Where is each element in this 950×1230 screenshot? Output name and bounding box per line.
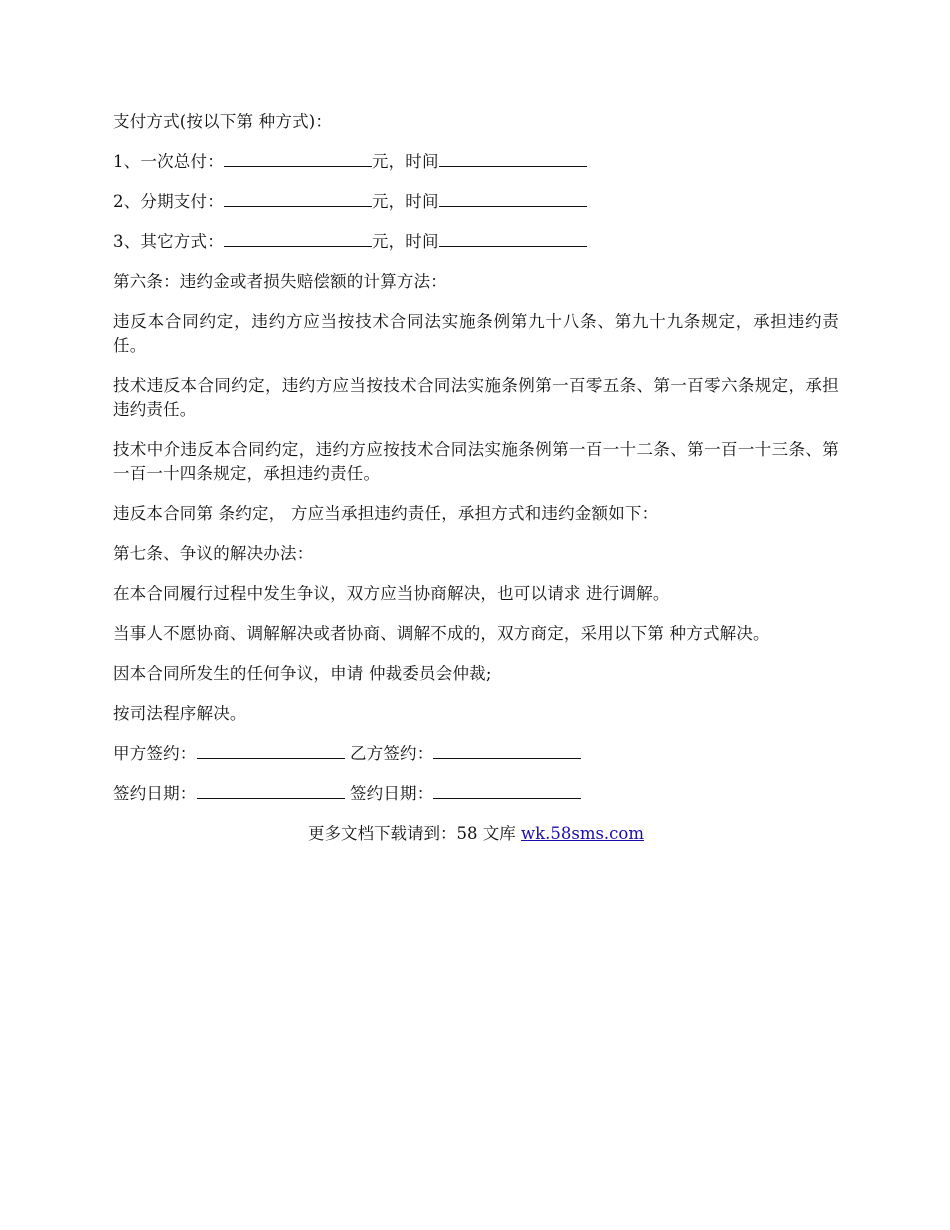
payment-row-unit: 元，时间 bbox=[371, 192, 439, 211]
article6-paragraph-2: 技术违反本合同约定，违约方应当按技术合同法实施条例第一百零五条、第一百零六条规定，承担违约责任。 bbox=[113, 376, 839, 419]
payment-heading: 支付方式(按以下第 种方式)： bbox=[113, 112, 333, 131]
footer bbox=[113, 822, 839, 846]
article7-paragraph-3: 因本合同所发生的任何争议，申请 仲裁委员会仲裁; bbox=[113, 664, 492, 683]
time-blank bbox=[439, 230, 587, 247]
payment-row-2 bbox=[113, 190, 839, 214]
article7-paragraph-1: 在本合同履行过程中发生争议，双方应当协商解决，也可以请求 进行调解。 bbox=[113, 584, 670, 603]
article6-paragraph-1: 违反本合同约定，违约方应当按技术合同法实施条例第九十八条、第九十九条规定，承担违约责任。 bbox=[113, 312, 839, 355]
footer-text: 更多文档下载请到：58 文库 bbox=[307, 824, 521, 843]
payment-row-label: 1、一次总付： bbox=[113, 152, 224, 171]
article7-paragraph-2: 当事人不愿协商、调解解决或者协商、调解不成的，双方商定，采用以下第 种方式解决。 bbox=[113, 624, 770, 643]
article6-heading: 第六条：违约金或者损失赔偿额的计算方法： bbox=[113, 272, 447, 291]
date-b-blank bbox=[433, 782, 581, 799]
date-b-label: 签约日期： bbox=[349, 784, 434, 803]
amount-blank bbox=[224, 190, 372, 207]
party-b-sign-label: 乙方签约： bbox=[349, 744, 434, 763]
footer-link[interactable]: wk.58sms.com bbox=[520, 824, 644, 843]
article7-heading: 第七条、争议的解决办法： bbox=[113, 544, 314, 563]
time-blank bbox=[439, 190, 587, 207]
amount-blank bbox=[224, 150, 372, 167]
signature-row bbox=[113, 742, 839, 766]
party-b-sign-blank bbox=[433, 742, 581, 759]
amount-blank bbox=[224, 230, 372, 247]
date-row bbox=[113, 782, 839, 806]
article7-paragraph-4: 按司法程序解决。 bbox=[113, 704, 247, 723]
party-a-sign-label: 甲方签约： bbox=[113, 744, 197, 763]
payment-row-label: 3、其它方式： bbox=[113, 232, 224, 251]
article6-paragraph-3: 技术中介违反本合同约定，违约方应按技术合同法实施条例第一百一十二条、第一百一十三条、第一百一十四条规定，承担违约责任。 bbox=[113, 440, 839, 483]
payment-row-unit: 元，时间 bbox=[371, 152, 439, 171]
document-body bbox=[113, 110, 839, 846]
payment-row-1 bbox=[113, 150, 839, 174]
date-a-label: 签约日期： bbox=[113, 784, 197, 803]
article6-paragraph-4: 违反本合同第 条约定， 方应当承担违约责任，承担方式和违约金额如下： bbox=[113, 504, 659, 523]
payment-row-3 bbox=[113, 230, 839, 254]
time-blank bbox=[439, 150, 587, 167]
date-a-blank bbox=[197, 782, 345, 799]
party-a-sign-blank bbox=[197, 742, 345, 759]
payment-row-unit: 元，时间 bbox=[371, 232, 439, 251]
payment-row-label: 2、分期支付： bbox=[113, 192, 224, 211]
